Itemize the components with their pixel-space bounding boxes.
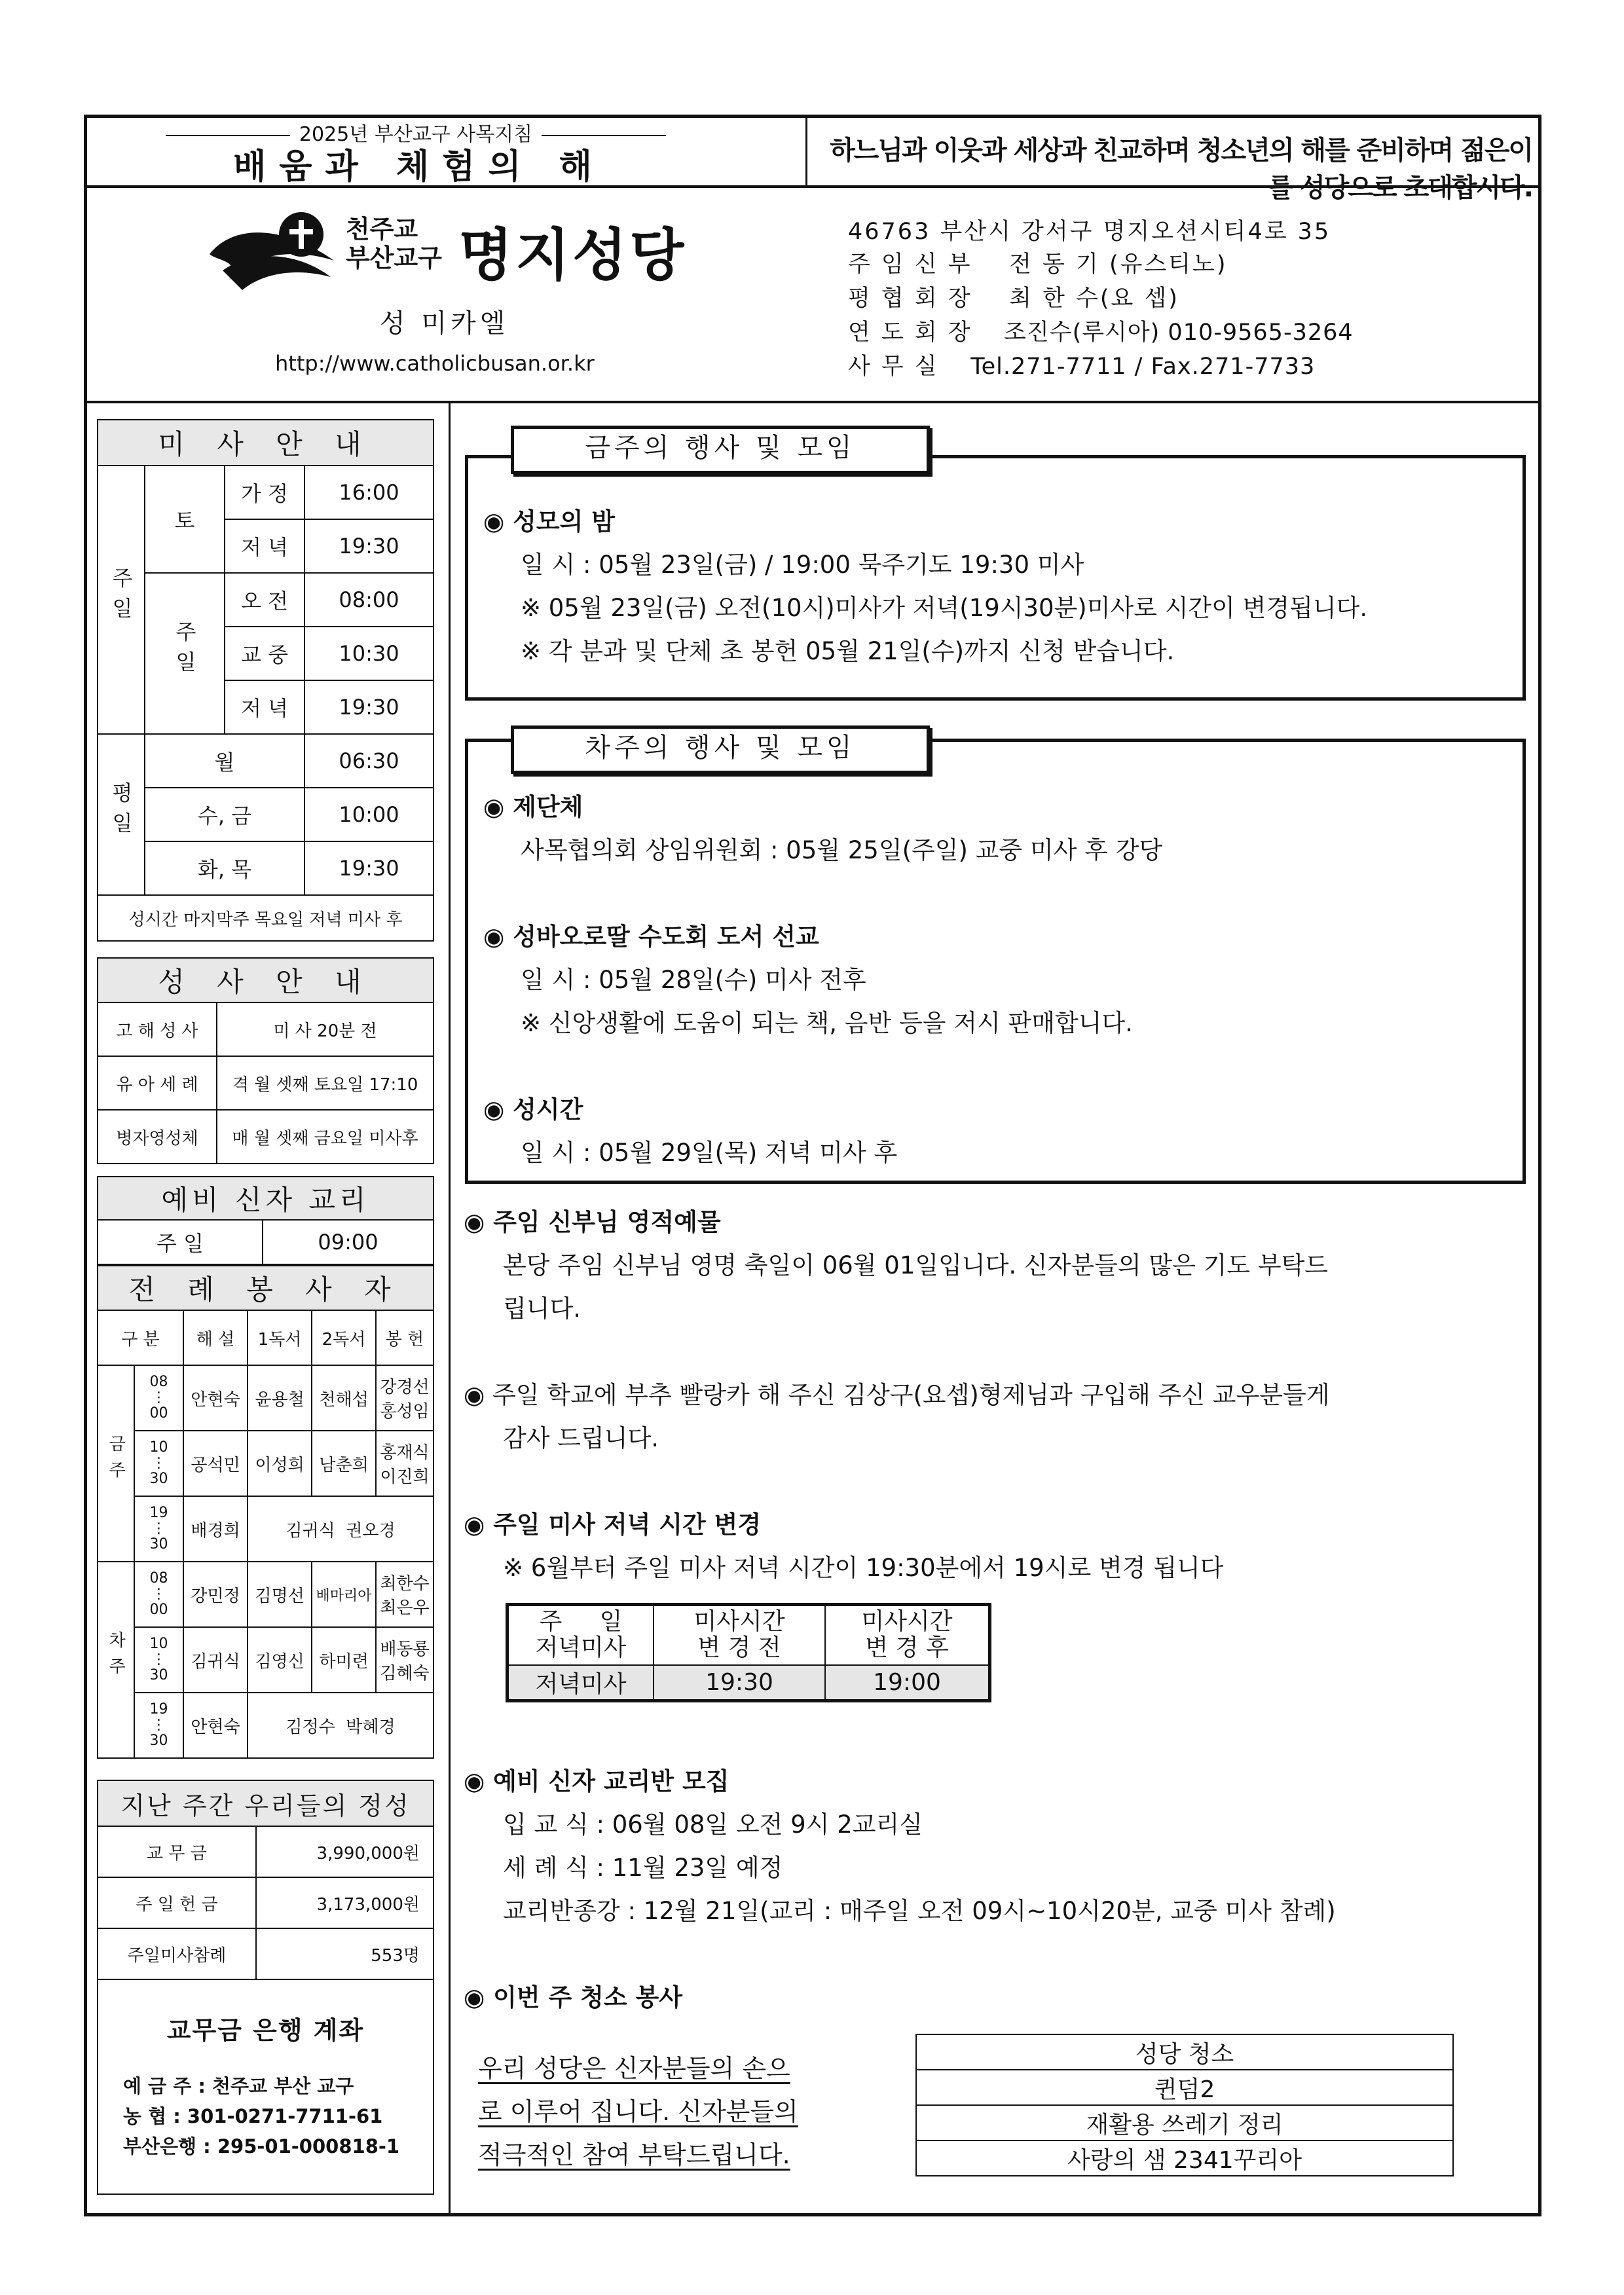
weekday-label-text: 평일 <box>109 782 134 842</box>
change-header-b: 저녁미사 <box>535 1634 627 1662</box>
sun-label-text: 주일 <box>172 621 197 681</box>
event-line: ※ 05월 23일(금) 오전(10시)미사가 저녁(19시30분)미사로 시간이 변경됩니다. <box>521 594 1368 622</box>
notice-line: 감사 드립니다. <box>503 1424 659 1452</box>
bank-line: 부산은행 : 295-01-000818-1 <box>123 2135 400 2157</box>
server-name: 김영신 <box>248 1627 312 1693</box>
mass-time: 16:00 <box>304 466 434 519</box>
divider <box>805 115 807 187</box>
event-line: ※ 신앙생활에 도움이 되는 책, 음반 등을 저시 판매합니다. <box>521 1009 1133 1037</box>
notice-line: 세 례 식 : 11월 23일 예정 <box>503 1854 783 1882</box>
guideline-year: 2025년 부산교구 사목지침 <box>299 123 533 146</box>
pastor-label: 주 임 신 부 <box>848 251 972 278</box>
event-heading: ◉ 제단체 <box>483 793 583 821</box>
bank-title: 교무금 은행 계좌 <box>166 2016 365 2045</box>
weekday-label <box>98 734 145 895</box>
president-name: 최 한 수(요 셉) <box>1009 285 1179 312</box>
notice-heading: ◉ 예비 신자 교리반 모집 <box>464 1767 729 1795</box>
change-header-a: 미사시간 <box>861 1608 953 1636</box>
assoc-row <box>848 314 1354 347</box>
offering-label: 교 무 금 <box>98 1826 256 1877</box>
event-line: 일 시 : 05월 29일(목) 저녁 미사 후 <box>521 1139 898 1167</box>
sacrament-title: 성 사 안 내 <box>98 958 434 1002</box>
col-header: 1독서 <box>248 1310 312 1365</box>
change-cell: 19:30 <box>654 1665 825 1701</box>
sun-label <box>145 573 225 734</box>
mass-slot: 08 ⋮ 00 <box>134 1562 183 1627</box>
catechumen-day: 주 일 <box>98 1220 263 1264</box>
server-name: 하미련 <box>312 1627 376 1693</box>
change-header-b: 변 경 전 <box>697 1634 781 1662</box>
cleaning-note: 로 이루어 집니다. 신자분들의 <box>478 2097 798 2126</box>
server-name: 남춘희 <box>312 1431 376 1496</box>
sacrament-name: 병자영성체 <box>98 1110 217 1164</box>
change-header <box>825 1605 990 1665</box>
mass-name: 저 녁 <box>225 680 304 734</box>
mass-day: 화, 목 <box>145 841 304 895</box>
mass-time: 10:00 <box>304 788 434 841</box>
notice-heading: ◉ 주임 신부님 영적예물 <box>464 1208 721 1236</box>
next-week-title: 차주의 행사 및 모임 <box>511 725 930 774</box>
mass-time: 06:30 <box>304 734 434 788</box>
server-name: 안현숙 <box>183 1693 248 1758</box>
patron-saint: 성 미카엘 <box>380 308 509 339</box>
church-sub2: 부산교구 <box>346 244 442 272</box>
office-label: 사 무 실 <box>848 354 939 380</box>
notice-line: ◉ 주일 학교에 부추 빨랑카 해 주신 김상구(요셉)형제님과 구입해 주신 교우분들게 <box>464 1381 1330 1409</box>
change-cell: 19:00 <box>825 1665 990 1701</box>
server-name: 윤용철 <box>248 1365 312 1431</box>
sunday-label-text: 주일 <box>109 567 134 627</box>
server-name: 천해섭 <box>312 1365 376 1431</box>
sacrament-name: 고 해 성 사 <box>98 1002 217 1056</box>
mass-title: 미 사 안 내 <box>98 420 434 466</box>
invite-slogan: 하느님과 이웃과 세상과 친교하며 청소년의 해를 준비하며 젊은이를 성당으로 초대합시다. <box>830 136 1532 203</box>
mass-time: 10:30 <box>304 627 434 680</box>
offering-value: 3,173,000원 <box>256 1877 434 1928</box>
motto-title: 배움과 체험의 해 <box>233 147 605 187</box>
change-cell: 저녁미사 <box>507 1665 654 1701</box>
mass-slot: 08 ⋮ 00 <box>134 1365 183 1431</box>
sacrament-time: 격 월 셋째 토요일 17:10 <box>217 1056 434 1110</box>
event-heading: ◉ 성모의 밤 <box>483 507 616 536</box>
notice-line: 본당 주임 신부님 영명 축일이 06월 01일입니다. 신자분들의 많은 기도 부탁드 <box>503 1251 1329 1279</box>
server-name: 김귀식 <box>183 1627 248 1693</box>
church-logo-icon <box>203 208 341 296</box>
office-contact: Tel.271-7711 / Fax.271-7733 <box>970 354 1316 380</box>
offering-value: 3,990,000원 <box>256 1826 434 1877</box>
sacrament-time: 매 월 셋째 금요일 미사후 <box>217 1110 434 1164</box>
server-name: 홍재식 이진희 <box>376 1431 434 1496</box>
catechumen-title: 예비 신자 교리 <box>98 1177 434 1220</box>
change-header-a: 주 일 <box>539 1608 623 1636</box>
mass-time-change-table <box>506 1603 991 1702</box>
col-header: 구 분 <box>98 1310 183 1365</box>
office-row <box>848 348 1315 381</box>
address: 46763 부산시 강서구 명지오션시티4로 35 <box>848 219 1331 245</box>
mass-time: 19:30 <box>304 519 434 573</box>
event-line: 일 시 : 05월 28일(수) 미사 전후 <box>521 966 866 994</box>
server-name: 배마리아 <box>312 1562 376 1627</box>
website-link[interactable]: http://www.catholicbusan.or.kr <box>275 351 595 376</box>
server-name: 안현숙 <box>183 1365 248 1431</box>
offering-label: 주일미사참례 <box>98 1928 256 1979</box>
col-header: 해 설 <box>183 1310 248 1365</box>
event-line: 사목협의회 상임위원회 : 05월 25일(주일) 교중 미사 후 강당 <box>521 836 1163 864</box>
mass-slot: 10 ⋮ 30 <box>134 1431 183 1496</box>
liturgy-table <box>97 1265 434 1759</box>
notice-line: ※ 6월부터 주일 미사 저녁 시간이 19:30분에서 19시로 변경 됩니다 <box>503 1554 1224 1582</box>
mass-name: 교 중 <box>225 627 304 680</box>
sacrament-table <box>97 957 434 1164</box>
pastor-name: 전 동 기 (유스티노) <box>1009 251 1228 278</box>
mass-slot: 19 ⋮ 30 <box>134 1693 183 1758</box>
notice-line: 립니다. <box>503 1294 581 1323</box>
this-week-text: 금주 <box>105 1435 126 1487</box>
mass-time: 19:30 <box>304 841 434 895</box>
divider <box>449 402 451 2216</box>
offering-label: 주 일 헌 금 <box>98 1877 256 1928</box>
cleaning-note: 적극적인 참여 부탁드립니다. <box>478 2140 790 2169</box>
assoc-contact: 조진수(루시아) 010-9565-3264 <box>1004 320 1354 346</box>
mass-name: 저 녁 <box>225 519 304 573</box>
server-name: 강경선 홍성임 <box>376 1365 434 1431</box>
sat-label: 토 <box>145 466 225 573</box>
server-name: 최한수 최은우 <box>376 1562 434 1627</box>
change-header-b: 변 경 후 <box>865 1634 949 1662</box>
sacrament-time: 미 사 20분 전 <box>217 1002 434 1056</box>
notice-line: 교리반종강 : 12월 21일(교리 : 매주일 오전 09시~10시20분, 교중 미사 참례) <box>503 1897 1336 1925</box>
this-week-label <box>98 1365 134 1562</box>
server-name: 김정수 박혜경 <box>248 1693 434 1758</box>
cleaning-table <box>915 2034 1454 2176</box>
offering-value: 553명 <box>256 1928 434 1979</box>
next-week-label <box>98 1562 134 1758</box>
col-header: 2독서 <box>312 1310 376 1365</box>
notice-heading: ◉ 주일 미사 저녁 시간 변경 <box>464 1511 762 1539</box>
cleaning-cell: 퀸덤2 <box>916 2070 1453 2105</box>
church-diocese <box>346 215 442 272</box>
president-label: 평 협 회 장 <box>848 285 972 312</box>
offering-title: 지난 주간 우리들의 정성 <box>98 1780 434 1826</box>
church-sub1: 천주교 <box>346 215 418 244</box>
pastor-row <box>848 246 1228 279</box>
server-name: 공석민 <box>183 1431 248 1496</box>
bank-line: 농 협 : 301-0271-7711-61 <box>123 2105 383 2127</box>
server-name: 이성희 <box>248 1431 312 1496</box>
offering-table <box>97 1780 434 1980</box>
notice-line: 입 교 식 : 06월 08일 오전 9시 2교리실 <box>503 1810 923 1839</box>
sunday-label <box>98 466 145 734</box>
president-row <box>848 280 1179 313</box>
this-week-title: 금주의 행사 및 모임 <box>511 426 930 474</box>
cleaning-cell: 재활용 쓰레기 정리 <box>916 2105 1453 2140</box>
change-header-a: 미사시간 <box>693 1608 785 1636</box>
col-header: 봉 헌 <box>376 1310 434 1365</box>
catechumen-time: 09:00 <box>263 1220 434 1264</box>
change-header <box>654 1605 825 1665</box>
cleaning-cell: 사랑의 샘 2341꾸리아 <box>916 2140 1453 2176</box>
divider <box>84 401 1541 403</box>
event-line: 일 시 : 05월 23일(금) / 19:00 묵주기도 19:30 미사 <box>521 551 1084 579</box>
liturgy-title: 전 례 봉 사 자 <box>98 1266 434 1310</box>
bank-account-box <box>97 1979 434 2195</box>
catechumen-table <box>97 1176 434 1265</box>
notice-heading: ◉ 이번 주 청소 봉사 <box>464 1983 683 2011</box>
server-name: 김귀식 권오경 <box>248 1496 434 1562</box>
next-week-text: 차주 <box>105 1631 126 1683</box>
mass-schedule-table <box>97 419 434 942</box>
mass-name: 가 정 <box>225 466 304 519</box>
event-line: ※ 각 분과 및 단체 초 봉헌 05월 21일(수)까지 신청 받습니다. <box>521 637 1175 665</box>
mass-time: 19:30 <box>304 680 434 734</box>
server-name: 강민정 <box>183 1562 248 1627</box>
church-name: 명지성당 <box>458 223 687 288</box>
cleaning-cell: 성당 청소 <box>916 2034 1453 2070</box>
mass-slot: 19 ⋮ 30 <box>134 1496 183 1562</box>
event-heading: ◉ 성바오로딸 수도회 도서 선교 <box>483 923 819 951</box>
assoc-label: 연 도 회 장 <box>848 320 972 346</box>
bank-line: 예 금 주 : 천주교 부산 교구 <box>123 2075 354 2097</box>
mass-name: 오 전 <box>225 573 304 627</box>
holy-hour-note: 성시간 마지막주 목요일 저녁 미사 후 <box>98 895 434 941</box>
change-header <box>507 1605 654 1665</box>
cleaning-note: 우리 성당은 신자분들의 손으 <box>478 2054 790 2083</box>
server-name: 김명선 <box>248 1562 312 1627</box>
mass-day: 월 <box>145 734 304 788</box>
event-heading: ◉ 성시간 <box>483 1095 583 1124</box>
mass-day: 수, 금 <box>145 788 304 841</box>
mass-slot: 10 ⋮ 30 <box>134 1627 183 1693</box>
sacrament-name: 유 아 세 례 <box>98 1056 217 1110</box>
mass-time: 08:00 <box>304 573 434 627</box>
server-name: 배경희 <box>183 1496 248 1562</box>
server-name: 배동룡 김혜숙 <box>376 1627 434 1693</box>
